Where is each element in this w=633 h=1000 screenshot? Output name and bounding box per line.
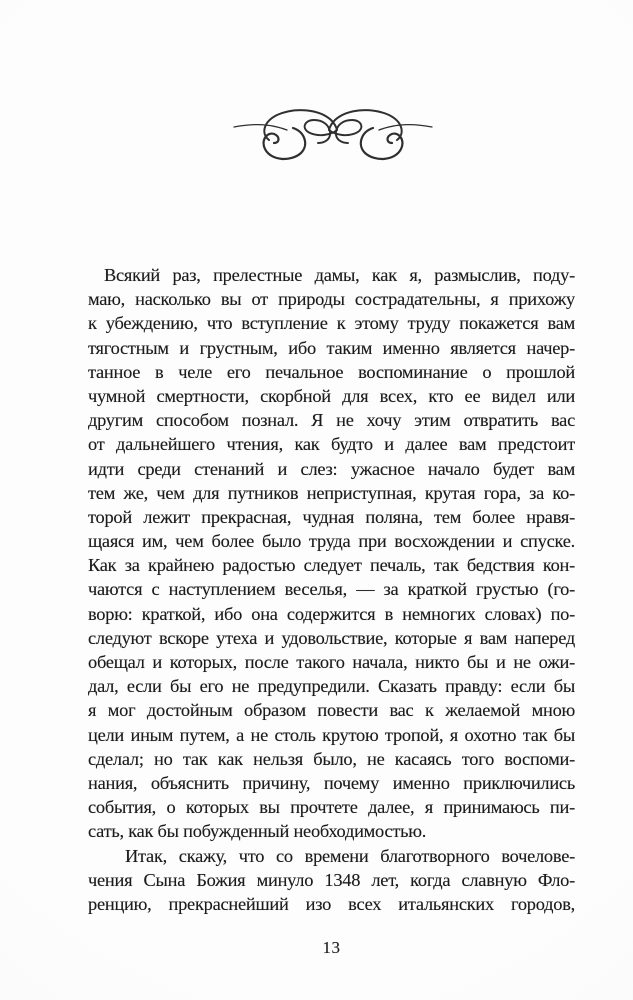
text-line: Итак, скажу, что со времени благотворного вочелове- [125,845,575,866]
text-line: к убеждению, что вступление к этому труду покажется вам [88,313,575,334]
text-line: нания, объяснить причину, почему именно приключились [88,772,575,793]
paragraph [88,844,575,917]
page-number: 13 [322,938,341,957]
text-line: ренцию, прекраснейший изо всех итальянских городов, [88,893,575,914]
text-line: идти среди стенаний и слез: ужасное начало будет вам [88,458,575,479]
text-block [88,263,575,916]
text-line: другим способом познал. Я не хочу этим отвратить вас [88,410,575,431]
text-line: торой лежит прекрасная, чудная поляна, тем более нравя- [88,506,575,527]
text-line: события, о которых вы прочтете далее, я принимаюсь пи- [88,797,575,818]
text-line: обещал и которых, после такого начала, никто бы и не ожи- [88,652,575,672]
text-line: чения Сына Божия минуло 1348 лет, когда славную Фло- [88,869,575,890]
text-line: цели иным путем, а не столь крутою тропой, я охотно так бы [88,724,575,745]
paragraph [88,263,575,844]
text-line: щаяся им, чем более было труда при восхождении и спуске. [88,531,575,552]
text-line: сделал; но так как нельзя было, не касаясь того воспоми- [88,748,575,769]
text-line: от дальнейшего чтения, как будто и далее вам предстоит [88,434,575,455]
text-line: я мог достойным образом повести вас к желаемой мною [88,700,575,721]
text-line: Всякий раз, прелестные дамы, как я, размыслив, поду- [104,265,575,285]
text-line: следуют вскоре утеха и удовольствие, которые я вам наперед [88,627,575,648]
text-line: маю, насколько вы от природы сострадательны, я прихожу [88,289,575,310]
text-line: ворю: краткой, ибо она содержится в немногих словах) по- [88,603,575,624]
text-line: сать, как бы побужденный необходимостью. [88,821,427,842]
flourish-ornament-icon [233,106,433,164]
text-line: тем же, чем для путников неприступная, крутая гора, за ко- [88,482,575,503]
text-line: танное в челе его печальное воспоминание о прошлой [88,361,575,382]
text-line: чаются с наступлением веселья, — за краткой грустью (го- [88,579,575,600]
text-line: Как за крайнею радостью следует печаль, так бедствия кон- [88,555,575,576]
text-line: тягостным и грустным, ибо таким именно является начер- [88,337,575,358]
text-line: дал, если бы его не предупредили. Сказать правду: если бы [88,676,575,697]
text-line: чумной смертности, скорбной для всех, кто ее видел или [88,385,575,406]
